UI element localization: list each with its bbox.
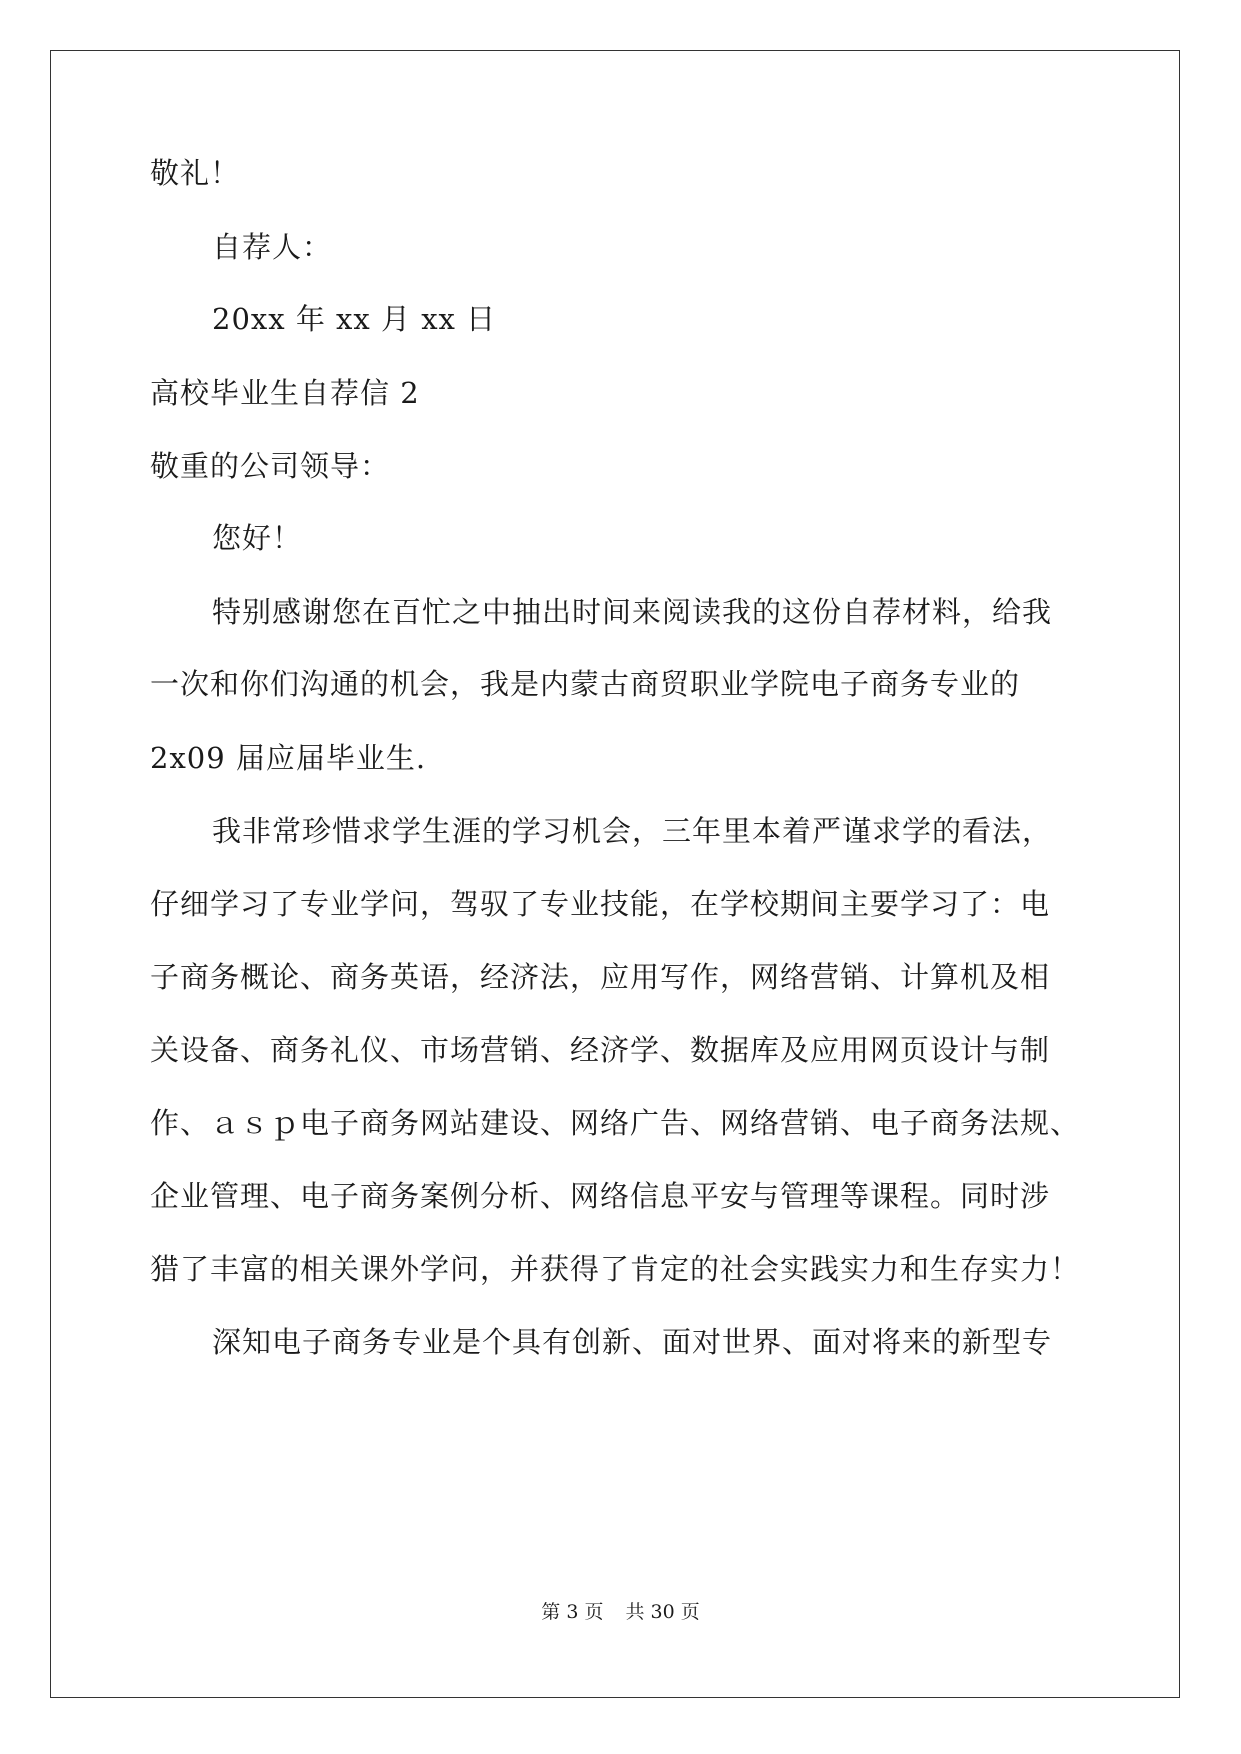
- page-footer: [0, 1600, 1241, 1624]
- page-border: [50, 50, 1180, 1698]
- body-line: 仔细学习了专业学问，驾驭了专业技能，在学校期间主要学习了：电: [150, 887, 1051, 921]
- body-line: 关设备、商务礼仪、市场营销、经济学、数据库及应用网页设计与制: [150, 1033, 1051, 1067]
- body-line: 一次和你们沟通的机会，我是内蒙古商贸职业学院电子商务专业的: [150, 667, 1021, 701]
- body-line: 2x09 届应届毕业生.: [150, 741, 427, 775]
- body-line: 特别感谢您在百忙之中抽出时间来阅读我的这份自荐材料，给我: [212, 595, 1053, 629]
- body-line: 猎了丰富的相关课外学问，并获得了肯定的社会实践实力和生存实力！: [150, 1252, 1081, 1286]
- body-line: 企业管理、电子商务案例分析、网络信息平安与管理等课程。同时涉: [150, 1179, 1051, 1213]
- page-total: 共 30 页: [625, 1601, 700, 1623]
- greeting: 您好！: [212, 521, 303, 555]
- date-line: 20xx 年 xx 月 xx 日: [212, 302, 497, 336]
- closing-salute: 敬礼！: [150, 156, 241, 190]
- body-line: 我非常珍惜求学生涯的学习机会，三年里本着严谨求学的看法，: [212, 814, 1053, 848]
- signature-label: 自荐人：: [212, 230, 333, 264]
- body-line: 作、ａｓｐ电子商务网站建设、网络广告、网络营销、电子商务法规、: [150, 1106, 1081, 1140]
- body-line: 子商务概论、商务英语，经济法，应用写作，网络营销、计算机及相: [150, 960, 1051, 994]
- body-line: 深知电子商务专业是个具有创新、面对世界、面对将来的新型专: [212, 1325, 1053, 1359]
- page-number: 第 3 页: [541, 1601, 604, 1623]
- salutation: 敬重的公司领导：: [150, 449, 391, 483]
- section-title: 高校毕业生自荐信 2: [150, 376, 420, 410]
